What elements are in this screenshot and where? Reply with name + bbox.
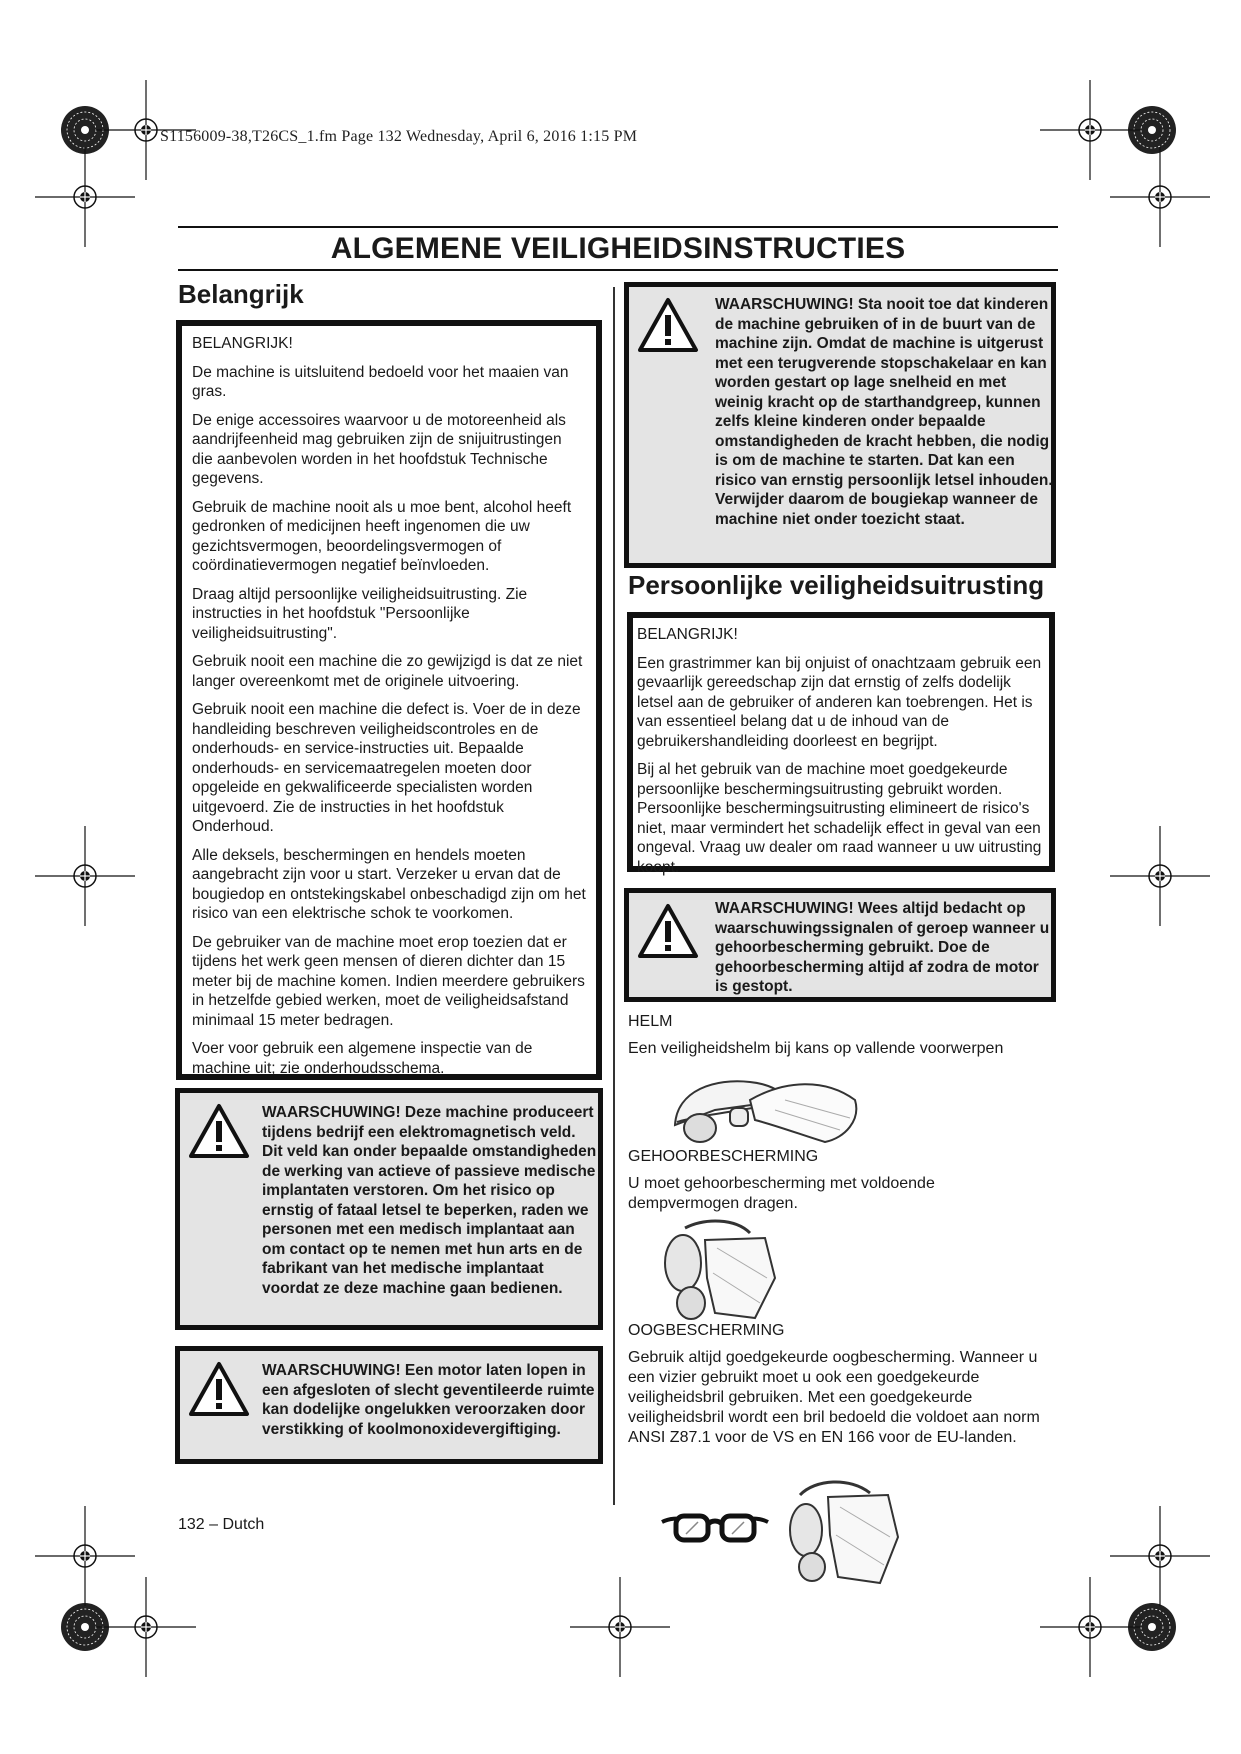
warning-box-carbon-monoxide: [175, 1346, 603, 1464]
helmet-label: HELM: [628, 1013, 673, 1030]
title-rule-bottom: [178, 269, 1058, 271]
important-paragraph: Gebruik nooit een machine die zo gewijzigd is dat ze niet langer overeenkomt met de originele uitvoering.: [192, 653, 583, 690]
important-paragraph: De machine is uitsluitend bedoeld voor het maaien van gras.: [192, 363, 569, 400]
title-rule-top: [178, 226, 1058, 228]
warning-text: WAARSCHUWING! Wees altijd bedacht op waarschuwingssignalen of geroep wanneer u gehoorbescherming gebruikt. Doe de gehoorbescherming altijd af zodra de motor is gestopt.: [715, 900, 1050, 995]
section-title-persoonlijke: Persoonlijke veiligheidsuitrusting: [628, 570, 1045, 600]
hearing-text: U moet gehoorbescherming met voldoende dempvermogen dragen.: [628, 1175, 935, 1212]
important-paragraph: De gebruiker van de machine moet erop toezien dat er tijdens het werk geen mensen of dieren dichter dan 15 meter bij de machine komen. Indien meerdere gebruikers in hetzelfde gebied werken, moet de veiligheidsafstand minimaal 15 meter bedragen.: [192, 933, 585, 1029]
important-paragraph: Voer voor gebruik een algemene inspectie van de machine uit; zie onderhoudsschema.: [192, 1040, 533, 1077]
important-box-right: [627, 612, 1055, 876]
safety-glasses-illustration: [660, 1508, 770, 1546]
column-divider: [613, 287, 615, 1505]
warning-triangle-icon: [637, 903, 699, 959]
warning-triangle-icon: [637, 297, 699, 353]
eye-text: Gebruik altijd goedgekeurde oogbescherming. Wanneer u een vizier gebruikt moet u ook een goedgekeurde veiligheidsbril gebruiken. Met een goedgekeurde veiligheidsbril wordt een bril bedoeld die voldoet aan norm ANSI Z87.1 voor de VS en EN 166 voor de EU-landen.: [628, 1349, 1040, 1446]
important-paragraph: Gebruik nooit een machine die defect is. Voer de in deze handleiding beschreven veiligheidscontroles en de onderhouds- en service-instructies uit. Bepaalde onderhouds- en servicemaatregelen moeten door opgeleide en gekwalificeerde specialisten worden uitgevoerd. Zie de instructies in het hoofdstuk Onderhoud.: [192, 701, 581, 835]
warning-box-children: [624, 282, 1056, 568]
hearing-protection-illustration: [655, 1218, 780, 1323]
important-paragraph: Gebruik de machine nooit als u moe bent, alcohol heeft gedronken of medicijnen heeft ingenomen die uw gezichtsvermogen, beoordelingsvermogen of coördinatievermogen negatief beïnvloeden.: [192, 498, 572, 574]
page-title: ALGEMENE VEILIGHEIDSINSTRUCTIES: [330, 232, 906, 265]
print-header: S1156009-38,T26CS_1.fm Page 132 Wednesday, April 6, 2016 1:15 PM: [160, 128, 638, 145]
eye-label: OOGBESCHERMING: [628, 1322, 785, 1339]
important-heading: BELANGRIJK!: [637, 626, 738, 643]
important-paragraph: Bij al het gebruik van de machine moet goedgekeurde persoonlijke beschermingsuitrusting gebruikt worden. Persoonlijke beschermingsuitrusting elimineert de risico's niet, maar vermindert het schadelijk effect in geval van een ongeval. Vraag uw dealer om raad wanneer u uw uitrusting koopt.: [637, 761, 1042, 876]
helmet-illustration: [655, 1070, 870, 1145]
warning-box-hearing: [624, 888, 1056, 1002]
face-shield-illustration: [780, 1475, 900, 1587]
important-paragraph: Een grastrimmer kan bij onjuist of onachtzaam gebruik een gevaarlijk gereedschap zijn dat ernstig of zelfs dodelijk letsel aan de gebruiker of anderen kan toebrengen. Het is van essentieel belang dat u de inhoud van de gebruikershandleiding doorleest en begrijpt.: [637, 654, 1042, 750]
warning-text: WAARSCHUWING! Een motor laten lopen in een afgesloten of slecht geventileerde ruimte kan dodelijke ongelukken veroorzaken door verstikking of koolmonoxidevergiftiging.: [262, 1362, 595, 1438]
important-paragraph: De enige accessoires waarvoor u de motoreenheid als aandrijfeenheid mag gebruiken zijn de snijuitrustingen die aanbevolen worden in het hoofdstuk Technische gegevens.: [192, 411, 566, 487]
section-title-belangrijk: Belangrijk: [178, 279, 304, 309]
important-box-left: [176, 320, 602, 1080]
important-heading: BELANGRIJK!: [192, 335, 293, 352]
warning-box-electromagnetic: [175, 1088, 603, 1330]
warning-triangle-icon: [188, 1361, 250, 1417]
warning-triangle-icon: [188, 1103, 250, 1159]
important-paragraph: Alle deksels, beschermingen en hendels moeten aangebracht zijn voor u start. Verzeker u ervan dat de bougiedop en ontstekingskabel onbeschadigd zijn om het risico van een elektrische schok te voorkomen.: [192, 846, 586, 922]
helmet-text: Een veiligheidshelm bij kans op vallende voorwerpen: [628, 1040, 1004, 1057]
page-footer: 132 – Dutch: [178, 1516, 265, 1533]
hearing-label: GEHOORBESCHERMING: [628, 1148, 819, 1165]
warning-text: WAARSCHUWING! Sta nooit toe dat kinderen de machine gebruiken of in de buurt van de machine zijn. Omdat de machine is uitgerust met een terugverende stopschakelaar en kan worden gestart op lage snelheid en met weinig kracht op de starthandgreep, kunnen zelfs kleine kinderen onder bepaalde omstandigheden de kracht hebben, die nodig is om de machine te starten. Dat kan een risico van ernstig persoonlijk letsel inhouden. Verwijder daarom de bougiekap wanneer de machine niet onder toezicht staat.: [715, 296, 1053, 528]
important-paragraph: Draag altijd persoonlijke veiligheidsuitrusting. Zie instructies in het hoofdstuk "Persoonlijke veiligheidsuitrusting".: [192, 585, 528, 642]
warning-text: WAARSCHUWING! Deze machine produceert tijdens bedrijf een elektromagnetisch veld. Dit veld kan onder bepaalde omstandigheden de werking van actieve of passieve medische implantaten verstoren. Om het risico op ernstig of fataal letsel te beperken, raden we personen met een medisch implantaat aan om contact op te nemen met hun arts en de fabrikant van het medische implantaat voordat ze deze machine gaan bedienen.: [262, 1104, 597, 1297]
